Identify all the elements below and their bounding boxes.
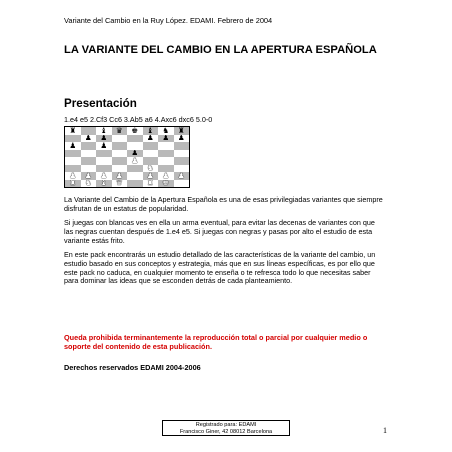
registration-line: Registrado para: EDAMI	[195, 422, 257, 428]
page-number: 1	[383, 426, 387, 435]
board-square	[96, 180, 112, 188]
board-square	[96, 135, 112, 143]
board-square	[127, 165, 143, 173]
board-square	[127, 180, 143, 188]
board-square	[81, 142, 97, 150]
black-pawn-icon: ♟	[177, 134, 185, 142]
board-square	[65, 180, 81, 188]
paragraph: La Variante del Cambio de la Apertura Española es una de esas privilegiadas variantes que siempre disfrutan de un estatus de popularidad.	[64, 195, 383, 213]
board-square	[81, 150, 97, 158]
board-square	[96, 157, 112, 165]
black-pawn-icon: ♟	[100, 134, 108, 142]
paragraph: Si juegas con blancas ves en ella un arma eventual, para evitar las decenas de variantes con que las negras cuentan después de 1.e4 e5. Si juegas con negras y pasas por alto el estudio de esta variante estás frito.	[64, 218, 375, 245]
board-square	[65, 142, 81, 150]
document-title: LA VARIANTE DEL CAMBIO EN LA APERTURA ESPAÑOLA	[64, 44, 377, 56]
address-line: Francisco Giner, 42 08012 Barcelona	[179, 428, 273, 435]
black-pawn-icon: ♟	[69, 142, 77, 150]
board-square	[112, 180, 128, 188]
board-square	[65, 150, 81, 158]
white-pawn-icon: ♟	[100, 172, 108, 180]
chess-board-diagram	[64, 126, 190, 188]
board-square	[143, 150, 159, 158]
board-square	[143, 157, 159, 165]
black-pawn-icon: ♟	[84, 134, 92, 142]
white-pawn-icon: ♟	[146, 172, 154, 180]
section-heading: Presentación	[64, 97, 137, 110]
rights-reserved: Derechos reservados EDAMI 2004-2006	[64, 363, 201, 372]
black-pawn-icon: ♟	[100, 142, 108, 150]
black-pawn-icon: ♟	[131, 149, 139, 157]
black-queen-icon: ♛	[115, 127, 123, 135]
board-square	[174, 127, 190, 135]
black-bishop-icon: ♝	[100, 127, 108, 135]
board-square	[158, 172, 174, 180]
board-square	[81, 172, 97, 180]
board-square	[65, 157, 81, 165]
move-sequence: 1.e4 e5 2.Cf3 Cc6 3.Ab5 a6 4.Axc6 dxc6 5.0-0	[64, 115, 213, 124]
white-knight-icon: ♞	[146, 164, 154, 172]
board-square	[174, 142, 190, 150]
board-square	[174, 172, 190, 180]
board-square	[143, 180, 159, 188]
black-rook-icon: ♜	[177, 127, 185, 135]
black-pawn-icon: ♟	[146, 134, 154, 142]
board-square	[81, 180, 97, 188]
board-square	[112, 172, 128, 180]
board-square	[96, 172, 112, 180]
board-square	[112, 127, 128, 135]
board-square	[127, 127, 143, 135]
board-square	[112, 165, 128, 173]
board-square	[65, 165, 81, 173]
board-square	[81, 157, 97, 165]
board-square	[127, 157, 143, 165]
board-square	[65, 127, 81, 135]
board-square	[127, 142, 143, 150]
board-square	[65, 135, 81, 143]
board-square	[174, 150, 190, 158]
running-header: Variante del Cambio en la Ruy López. EDAMI. Febrero de 2004	[64, 16, 273, 25]
white-king-icon: ♚	[162, 179, 170, 187]
board-square	[96, 150, 112, 158]
board-square	[158, 150, 174, 158]
white-pawn-icon: ♟	[162, 172, 170, 180]
black-rook-icon: ♜	[69, 127, 77, 135]
copyright-warning: Queda prohibida terminantemente la reproducción total o parcial por cualquier medio o soporte del contenido de esta publicación.	[64, 333, 368, 351]
white-knight-icon: ♞	[84, 179, 92, 187]
white-pawn-icon: ♟	[69, 172, 77, 180]
black-bishop-icon: ♝	[146, 127, 154, 135]
board-square	[81, 135, 97, 143]
board-square	[158, 165, 174, 173]
board-square	[158, 127, 174, 135]
white-rook-icon: ♜	[69, 179, 77, 187]
board-square	[112, 157, 128, 165]
board-square	[127, 150, 143, 158]
white-bishop-icon: ♝	[100, 179, 108, 187]
board-square	[174, 165, 190, 173]
board-square	[96, 127, 112, 135]
board-square	[174, 157, 190, 165]
white-queen-icon: ♛	[115, 179, 123, 187]
board-square	[65, 172, 81, 180]
white-pawn-icon: ♟	[115, 172, 123, 180]
board-square	[112, 142, 128, 150]
board-square	[174, 135, 190, 143]
board-square	[143, 172, 159, 180]
white-pawn-icon: ♟	[177, 172, 185, 180]
board-square	[112, 150, 128, 158]
white-pawn-icon: ♟	[84, 172, 92, 180]
board-square	[127, 172, 143, 180]
white-rook-icon: ♜	[146, 179, 154, 187]
registration-box	[162, 420, 290, 436]
board-square	[81, 165, 97, 173]
black-pawn-icon: ♟	[162, 134, 170, 142]
board-square	[143, 135, 159, 143]
board-square	[158, 142, 174, 150]
board-square	[174, 180, 190, 188]
board-square	[112, 135, 128, 143]
board-square	[158, 157, 174, 165]
board-square	[81, 127, 97, 135]
board-square	[143, 142, 159, 150]
board-square	[96, 142, 112, 150]
board-square	[143, 165, 159, 173]
board-square	[158, 135, 174, 143]
board-square	[96, 165, 112, 173]
paragraph: En este pack encontrarás un estudio detallado de las características de la variante del cambio, un estudio basado en sus conceptos y estrategia, más que en sus líneas específicas, es por ello que este pack no caduca, en cualquier momento te enseña o te refresca todo lo que necesitas saber para dominar las ideas que se esconden detrás de cada planteamiento.	[64, 250, 376, 286]
board-square	[127, 135, 143, 143]
board-square	[143, 127, 159, 135]
body-text	[64, 196, 384, 292]
board-square	[158, 180, 174, 188]
black-king-icon: ♚	[131, 127, 139, 135]
black-knight-icon: ♞	[162, 127, 170, 135]
white-pawn-icon: ♟	[131, 157, 139, 165]
